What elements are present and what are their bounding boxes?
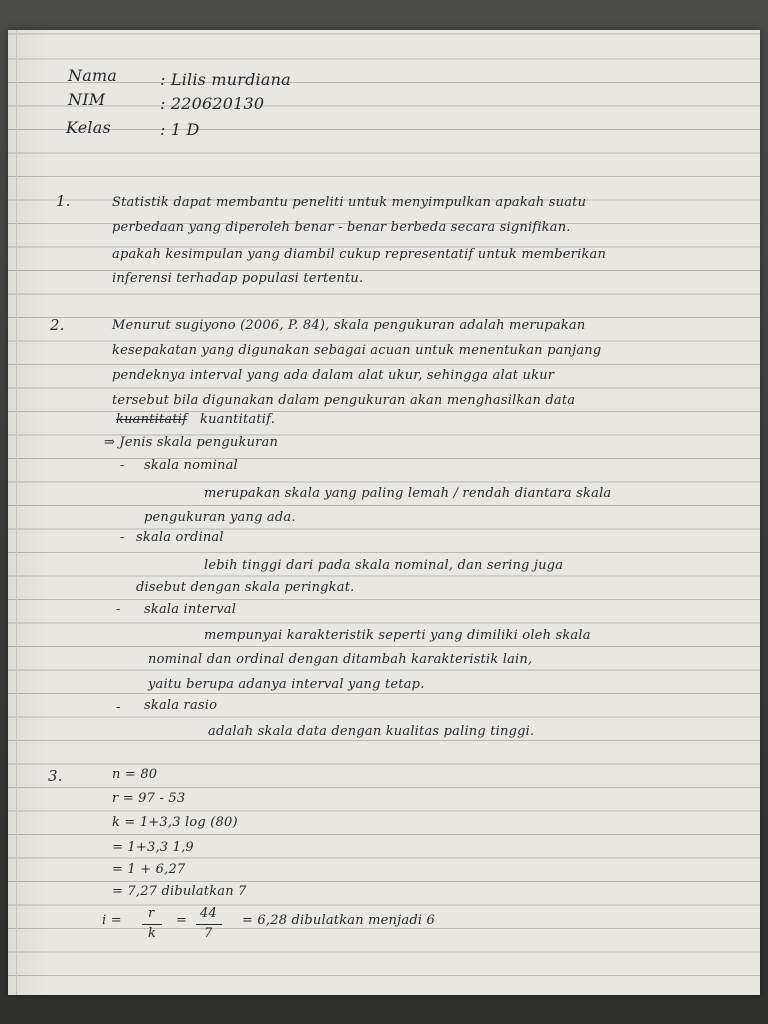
nama-label: Nama <box>68 66 118 85</box>
margin-line <box>16 30 17 995</box>
q2-item-1-desc-2: pengukuran yang ada. <box>144 510 296 525</box>
q2-item-3-bullet: - <box>116 602 121 617</box>
q2-item-3-desc-1: mempunyai karakteristik seperti yang dimiliki oleh skala <box>204 628 591 643</box>
q3-line-2: r = 97 - 53 <box>112 791 186 806</box>
q2-intro-line-4: tersebut bila digunakan dalam pengukuran akan menghasilkan data <box>112 393 576 408</box>
q3-number: 3. <box>48 767 63 785</box>
q2-jenis-title: ⇒ Jenis skala pengukuran <box>104 435 279 450</box>
q2-item-1-bullet: - <box>120 458 125 473</box>
q2-item-4-desc-1: adalah skala data dengan kualitas paling tinggi. <box>208 724 535 739</box>
nim-value: : 220620130 <box>160 94 265 113</box>
q1-line-4: inferensi terhadap populasi tertentu. <box>112 271 364 286</box>
q1-line-1: Statistik dapat membantu peneliti untuk menyimpulkan apakah suatu <box>112 195 587 210</box>
kelas-value: : 1 D <box>160 120 200 139</box>
q3-i-result: = 6,28 dibulatkan menjadi 6 <box>242 913 435 928</box>
q2-item-2-desc-2: disebut dengan skala peringkat. <box>136 580 355 595</box>
q3-line-3: k = 1+3,3 log (80) <box>112 815 238 830</box>
notebook-page <box>8 30 760 995</box>
q2-item-1-name: skala nominal <box>144 458 238 473</box>
q3-frac1-num: r <box>148 906 155 921</box>
q1-number: 1. <box>56 192 71 210</box>
q2-item-4-name: skala rasio <box>144 698 218 713</box>
q3-eq: = <box>176 913 188 928</box>
q2-number: 2. <box>50 316 65 334</box>
q1-line-2: perbedaan yang diperoleh benar - benar berbeda secara signifikan. <box>112 220 571 235</box>
nim-label: NIM <box>68 90 106 109</box>
q3-line-5: = 1 + 6,27 <box>112 862 186 877</box>
q2-intro-line-2: kesepakatan yang digunakan sebagai acuan untuk menentukan panjang <box>112 343 602 358</box>
q2-item-3-desc-3: yaitu berupa adanya interval yang tetap. <box>148 677 425 692</box>
q3-frac1-den: k <box>148 926 157 941</box>
q2-intro-line-1: Menurut sugiyono (2006, P. 84), skala pengukuran adalah merupakan <box>112 318 586 333</box>
kelas-label: Kelas <box>66 118 111 137</box>
q3-frac2-num: 44 <box>200 906 217 921</box>
q3-frac2-bar <box>196 924 222 925</box>
q2-item-3-desc-2: nominal dan ordinal dengan ditambah karakteristik lain, <box>148 652 533 667</box>
nama-value: : Lilis murdiana <box>160 70 291 89</box>
q2-item-2-bullet: - <box>120 530 125 545</box>
q2-item-2-name: skala ordinal <box>136 530 224 545</box>
q2-intro-line-5: kuantitatif. <box>200 412 275 427</box>
q2-item-4-bullet: - <box>116 700 121 715</box>
q3-frac1-bar <box>142 924 162 925</box>
q2-intro-line-3: pendeknya interval yang ada dalam alat ukur, sehingga alat ukur <box>112 368 555 383</box>
q2-item-3-name: skala interval <box>144 602 237 617</box>
q3-line-1: n = 80 <box>112 767 158 782</box>
q3-frac2-den: 7 <box>204 926 213 941</box>
q3-i-label: i = <box>102 913 122 928</box>
q3-line-6: = 7,27 dibulatkan 7 <box>112 884 247 899</box>
q2-item-2-desc-1: lebih tinggi dari pada skala nominal, dan sering juga <box>204 558 564 573</box>
q3-line-4: = 1+3,3 1,9 <box>112 840 194 855</box>
q2-struck-word: kuantitatif <box>116 412 188 427</box>
q1-line-3: apakah kesimpulan yang diambil cukup representatif untuk memberikan <box>112 247 607 262</box>
q2-item-1-desc-1: merupakan skala yang paling lemah / rendah diantara skala <box>204 486 612 501</box>
